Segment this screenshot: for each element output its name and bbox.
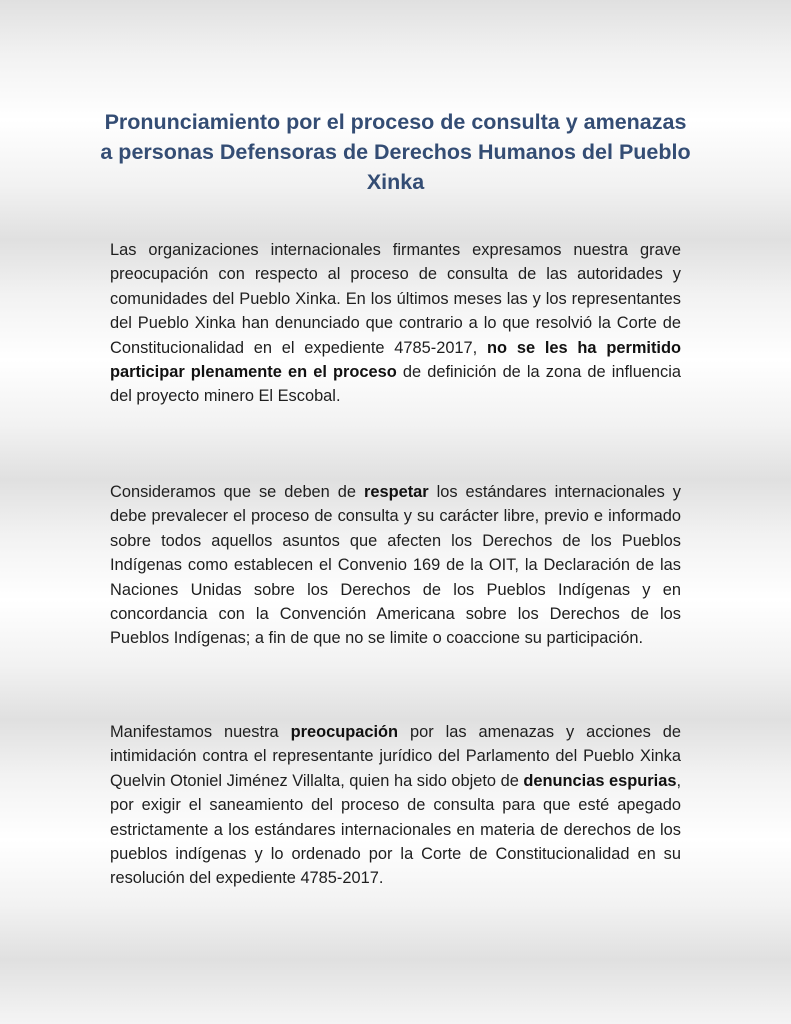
paragraph-text: los estándares internacionales y debe prevalecer el proceso de consulta y su carácter libre, previo e informado sobre todos aquellos asuntos que afecten los Derechos de los Pueblos Indígenas como establecen el Convenio 169 de la OIT, la Declaración de las Naciones Unidas sobre los Derechos de los Pueblos Indígenas y en concordancia con la Convención Americana sobre los Derechos de los Pueblos Indígenas; a fin de que no se limite o coaccione su participación. <box>110 483 681 648</box>
paragraph-text: Manifestamos nuestra <box>110 723 291 741</box>
paragraph-text: de definición de la zona de influencia del proyecto minero El Escobal. <box>110 363 681 406</box>
bold-emphasis: respetar <box>363 483 429 501</box>
paragraph-text: por las amenazas y acciones de intimidación contra el representante jurídico del Parlamento del Pueblo Xinka Quelvin Otoniel Jiménez Villalta, quien ha sido objeto de <box>110 723 681 790</box>
paragraph-threats-intimidation <box>110 720 681 891</box>
bold-emphasis: no se les ha permitido participar plenamente en el proceso <box>110 338 682 382</box>
paragraph-text: Las organizaciones internacionales firmantes expresamos nuestra grave preocupación con respecto al proceso de consulta de las autoridades y comunidades del Pueblo Xinka. En los últimos meses las y los representantes del Pueblo Xinka han denunciado que contrario a lo que resolvió la Corte de Constitucionalidad en el expediente 4785-2017, <box>110 241 681 357</box>
bold-emphasis: preocupación <box>290 723 399 741</box>
paragraph-text: Consideramos que se deben de <box>110 483 364 501</box>
paragraph-text: , por exigir el saneamiento del proceso de consulta para que esté apegado estrictamente a los estándares internacionales en materia de derechos de los pueblos indígenas y lo ordenado por la Corte de Constitucionalidad en su resolución del expediente 4785-2017. <box>110 771 681 888</box>
document-title: Pronunciamiento por el proceso de consulta y amenazas a personas Defensoras de Derechos Humanos del Pueblo Xinka <box>100 110 691 194</box>
paragraph-international-standards <box>110 480 681 651</box>
bold-emphasis: denuncias espurias <box>523 771 677 790</box>
paragraph-concern-consultation <box>110 238 681 409</box>
